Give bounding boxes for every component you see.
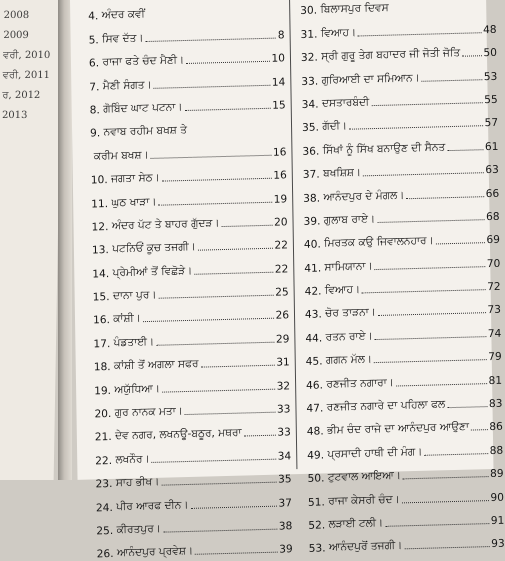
toc-entry-title: ਰਣਜੀਤ ਨਗਾਰਾ। bbox=[326, 376, 394, 390]
toc-entry-title: ਨਵਾਬ ਰਹੀਮ ਬਖਸ਼ ਤੇ bbox=[103, 124, 188, 139]
toc-dot-leader bbox=[162, 388, 275, 392]
toc-entry-page: 86 bbox=[489, 421, 503, 434]
toc-dot-leader bbox=[447, 406, 487, 408]
toc-entry-title: ਪੀਰ ਆਰਫ ਦੀਨ। bbox=[116, 498, 189, 513]
toc-entry-title: ਪੰਡਤਾਈ। bbox=[113, 335, 155, 349]
edge-text-line: ਰ, 2012 bbox=[2, 90, 41, 101]
toc-entry-title: ਪ੍ਰੇਮੀਆਂ ਤੋਂ ਵਿਛੋੜੇ। bbox=[112, 264, 193, 279]
toc-entry-title: ਟੁਟਵਾਲ ਆਇਆ। bbox=[327, 469, 402, 484]
toc-entry-page: 38 bbox=[278, 520, 293, 533]
toc-dot-leader bbox=[402, 500, 489, 503]
toc-entry-number: 50. bbox=[307, 472, 325, 486]
toc-entry-title: ਜਗਤਾ ਸੇਠ। bbox=[110, 171, 160, 186]
toc-dot-leader bbox=[471, 430, 487, 431]
toc-entry-page: 55 bbox=[484, 93, 498, 107]
book-gutter bbox=[58, 0, 72, 480]
toc-dot-leader bbox=[159, 201, 272, 205]
toc-entry-number: 22. bbox=[95, 454, 113, 468]
edge-text-line: ਵਰੀ, 2011 bbox=[2, 70, 51, 81]
toc-entry-number: 19. bbox=[94, 384, 112, 398]
toc-entry-page: 81 bbox=[488, 374, 503, 387]
toc-entry-title: ਸਾਹ ਭੀਖ। bbox=[115, 475, 160, 490]
toc-dot-leader bbox=[447, 149, 483, 151]
toc-entry-page: 88 bbox=[489, 444, 504, 457]
toc-entry-title: ਸ੍ਰੀ ਗੁਰੂ ਤੇਗ ਬਹਾਦਰ ਜੀ ਜੋਤੀ ਜੋਤਿ bbox=[321, 46, 461, 63]
toc-dot-leader bbox=[396, 383, 487, 386]
toc-dot-leader bbox=[186, 61, 269, 64]
toc-dot-leader bbox=[185, 108, 271, 111]
toc-entry-number: 18. bbox=[93, 361, 111, 374]
toc-entry-page: 90 bbox=[490, 491, 505, 504]
toc-entry-number: 32. bbox=[300, 51, 318, 65]
toc-entry-title: ਆਨੰਦਪੁਰ ਦੇ ਮੰਗਲ। bbox=[323, 188, 405, 203]
toc-entry-page: 93 bbox=[491, 538, 505, 551]
toc-entry-title: ਵਿਆਹ। bbox=[320, 26, 357, 40]
toc-entry-number: 20. bbox=[94, 408, 112, 421]
toc-entry-page: 48 bbox=[483, 23, 497, 36]
toc-entry-page: 35 bbox=[278, 473, 292, 486]
toc-dot-leader bbox=[436, 242, 485, 244]
toc-entry-title: ਰਾਜਾ ਫਤੇ ਚੰਦ ਮੈਣੀ। bbox=[102, 54, 185, 69]
toc-entry-number: 10. bbox=[90, 174, 108, 187]
toc-entry-number: 39. bbox=[303, 215, 321, 228]
toc-entry-number: 13. bbox=[91, 244, 109, 257]
toc-entry-title: ਗੱਦੀ। bbox=[322, 120, 348, 133]
toc-entry-title: ਰਾਜਾ ਕੇਸਰੀ ਚੰਦ। bbox=[328, 493, 400, 507]
edge-text-line: 2008 bbox=[3, 10, 30, 21]
toc-entry-page: 89 bbox=[489, 467, 504, 481]
toc-dot-leader bbox=[162, 178, 272, 182]
toc-entry-title: ਸਿਵ ਦੱਤ। bbox=[102, 31, 144, 45]
toc-entry-page: 70 bbox=[486, 257, 501, 270]
toc-dot-leader bbox=[404, 546, 489, 549]
toc-entry-page: 66 bbox=[485, 187, 500, 200]
toc-entry-page: 16 bbox=[272, 146, 287, 159]
toc-entry-number: 49. bbox=[307, 449, 325, 462]
toc-entry-page: 53 bbox=[483, 70, 498, 83]
toc-entry-title: ਦਾਨਾ ਪੁਰ। bbox=[112, 288, 157, 302]
toc-entry-title: ਸਿੱਖਾਂ ਨੂੰ ਸਿੱਖ ਬਨਾਉਣ ਦੀ ਸੈਨਤ bbox=[322, 140, 446, 157]
toc-dot-leader bbox=[154, 84, 270, 88]
toc-entry-page: 32 bbox=[276, 379, 291, 393]
toc-dot-leader bbox=[161, 482, 276, 486]
toc-entry-title: ਕਾਂਸ਼ੀ ਤੋਂ ਅਗਲਾ ਸਫਰ bbox=[113, 357, 199, 373]
edge-text-line: 2013 bbox=[1, 110, 28, 121]
toc-entry-page: 22 bbox=[274, 239, 289, 252]
toc-entry-title: ਘੁਠ ਖਾੜਾ। bbox=[111, 195, 157, 209]
toc-entry-number: 23. bbox=[95, 478, 113, 491]
toc-entry-title: ਆਨੰਦਪੁਰ ਪ੍ਰਵੇਸ਼। bbox=[116, 545, 194, 560]
toc-entry-page: 22 bbox=[274, 263, 289, 276]
previous-page-edge bbox=[0, 0, 62, 480]
toc-entry-page: 33 bbox=[276, 403, 291, 416]
toc-entry-page: 15 bbox=[272, 99, 286, 112]
toc-dot-leader bbox=[163, 529, 277, 533]
toc-entry-number: 46. bbox=[306, 379, 324, 392]
toc-entry-number: 47. bbox=[306, 402, 324, 415]
toc-entry-title: ਗਗਨ ਮੱਲ। bbox=[325, 353, 373, 367]
toc-entry-title: ਗੁਰ ਨਾਨਕ ਮਤਾ। bbox=[114, 405, 183, 419]
toc-entry-number: 40. bbox=[303, 238, 321, 252]
edge-text-line: 2009 bbox=[3, 30, 29, 41]
toc-entry-number: 17. bbox=[93, 337, 111, 351]
toc-entry-title: ਭੀਮ ਚੰਦ ਰਾਜੇ ਦਾ ਆਨੰਦਪੁਰ ਆਉਣਾ bbox=[326, 421, 470, 437]
toc-entry-number: 24. bbox=[95, 501, 113, 514]
toc-dot-leader bbox=[377, 219, 484, 223]
toc-entry-title: ਕਾਂਸ਼ੀ। bbox=[113, 312, 141, 326]
toc-entry-page: 61 bbox=[484, 140, 499, 153]
toc-entry-page: 14 bbox=[271, 75, 286, 89]
toc-entry-title: ਕਰੀਮ ਬਖਸ਼। bbox=[93, 148, 149, 163]
toc-entry-number: 21. bbox=[94, 431, 112, 444]
toc-dot-leader bbox=[424, 453, 487, 456]
toc-entry-title: ਪ੍ਰਸਾਦੀ ਹਾਥੀ ਦੀ ਮੰਗ। bbox=[327, 445, 423, 461]
toc-entry-number: 33. bbox=[301, 75, 319, 88]
edge-text-line: ਵਰੀ, 2010 bbox=[2, 50, 51, 61]
toc-entry-title: ਰਤਨ ਰਾਏ। bbox=[325, 329, 373, 344]
toc-entry-number: 37. bbox=[302, 168, 320, 182]
toc-entry-number: 48. bbox=[306, 425, 324, 439]
toc-entry-number: 12. bbox=[91, 220, 109, 234]
toc-entry-page: 72 bbox=[487, 280, 501, 294]
table-of-contents-page bbox=[70, 0, 505, 561]
toc-entry-page: 16 bbox=[273, 169, 287, 182]
toc-entry-title: ਅੰਦਰ ਕਵੀਂ bbox=[101, 8, 145, 22]
toc-entry-number: 16. bbox=[92, 314, 110, 327]
toc-entry-number: 51. bbox=[307, 495, 325, 509]
toc-entry-page: 34 bbox=[277, 450, 292, 463]
toc-entry-page: 8 bbox=[277, 29, 285, 42]
toc-entry-number: 5. bbox=[88, 34, 99, 47]
toc-dot-leader bbox=[374, 359, 486, 363]
toc-dot-leader bbox=[406, 196, 483, 199]
toc-entry-title: ਗੋਬਿੰਦ ਘਾਟ ਪਟਨਾ। bbox=[103, 101, 183, 116]
toc-dot-leader bbox=[403, 476, 488, 479]
toc-entry-number: 38. bbox=[303, 191, 321, 205]
toc-dot-leader bbox=[222, 225, 273, 227]
toc-entry-title: ਪਟਨਿਓਂ ਕੂਚ ਤਜਗੀ। bbox=[112, 241, 196, 256]
toc-dot-leader bbox=[191, 505, 277, 508]
toc-entry-title: ਗੁਲਾਬ ਰਾਏ। bbox=[323, 212, 376, 227]
toc-entry-title: ਗੁਰਿਆਈ ਦਾ ਸਮਿਆਨ। bbox=[321, 71, 420, 86]
toc-dot-leader bbox=[422, 79, 482, 82]
toc-entry-page: 79 bbox=[488, 350, 502, 364]
toc-entry-page: 33 bbox=[277, 426, 291, 440]
toc-entry-number: 42. bbox=[304, 285, 322, 298]
toc-dot-leader bbox=[201, 365, 275, 368]
toc-entry-number: 35. bbox=[301, 121, 320, 135]
toc-entry-number: 36. bbox=[302, 145, 320, 158]
toc-entry-number: 30. bbox=[300, 4, 318, 18]
toc-entry-title: ਕੀਰਤਪੁਰ। bbox=[116, 522, 161, 536]
toc-dot-leader bbox=[375, 266, 485, 270]
toc-entry-title: ਮੈਣੀ ਸੰਗਤ। bbox=[102, 78, 152, 92]
toc-entry-title: ਰਣਜੀਤ ਨਗਾਰੇ ਦਾ ਪਹਿਲਾ ਫਲ bbox=[326, 398, 446, 414]
toc-entry-page: 57 bbox=[484, 117, 499, 130]
toc-entry-number: 31. bbox=[300, 28, 318, 41]
toc-entry-title: ਲਖਨੌਰ। bbox=[115, 452, 150, 466]
toc-entry-page: 37 bbox=[278, 496, 293, 510]
toc-entry-page: 29 bbox=[275, 333, 290, 346]
toc-dot-leader bbox=[185, 412, 275, 415]
toc-entry-number: 9. bbox=[90, 127, 101, 140]
toc-entry-page: 31 bbox=[276, 356, 290, 369]
toc-entry-page: 19 bbox=[273, 192, 288, 206]
toc-dot-leader bbox=[371, 102, 482, 106]
toc-entry-page: 25 bbox=[275, 286, 289, 299]
toc-entry-number: 6. bbox=[88, 57, 100, 70]
toc-entry-title: ਮਿਰਤਕ ਕਉ ਜਿਵਾਲਨਹਾਰ। bbox=[324, 234, 434, 250]
toc-entry-page: 74 bbox=[487, 327, 502, 340]
toc-entry-title: ਵਿਆਹ। bbox=[324, 283, 361, 297]
toc-dot-leader bbox=[385, 523, 489, 527]
toc-entry-title: ਬਖਸ਼ਿਸ਼। bbox=[322, 166, 362, 180]
toc-entry-page: 63 bbox=[485, 163, 499, 177]
toc-right-column bbox=[300, 0, 505, 555]
toc-entry-page: 10 bbox=[271, 52, 286, 65]
toc-entry-number: 34. bbox=[301, 98, 319, 111]
toc-entry-page: 26 bbox=[275, 309, 290, 323]
toc-dot-leader bbox=[375, 336, 486, 340]
toc-entry-number: 41. bbox=[304, 262, 322, 275]
toc-entry-number: 15. bbox=[92, 291, 110, 304]
toc-left-column bbox=[88, 0, 293, 561]
toc-entry-number: 8. bbox=[89, 104, 100, 117]
toc-entry-page: 39 bbox=[279, 543, 293, 556]
toc-entry-page: 73 bbox=[487, 304, 502, 317]
toc-entry-page: 20 bbox=[273, 216, 288, 229]
toc-entry-number: 53. bbox=[308, 542, 326, 556]
toc-entry-page: 50 bbox=[483, 47, 498, 60]
toc-entry-title: ਅੰਦਰ ਪੱਟ ਤੇ ਬਾਹਰ ਗੁੱਦੜ। bbox=[111, 217, 220, 232]
toc-entry-title: ਆਨੰਦਪੁਰੋਂ ਤਜਗੀ। bbox=[328, 539, 403, 554]
toc-entry-page: 91 bbox=[490, 514, 505, 528]
toc-entry-number: 14. bbox=[92, 267, 110, 281]
toc-entry-number: 26. bbox=[96, 548, 114, 561]
toc-entry-number: 43. bbox=[304, 308, 322, 322]
toc-entry-number: 45. bbox=[305, 355, 323, 369]
toc-entry-number: 11. bbox=[91, 197, 109, 210]
toc-entry-title: ਸਾਮਿਯਾਨਾ। bbox=[324, 259, 373, 274]
toc-dot-leader bbox=[244, 435, 276, 437]
toc-dot-leader bbox=[462, 55, 481, 57]
toc-entry-title: ਲੜਾਈ ਟਲੀ। bbox=[328, 516, 384, 531]
toc-dot-leader bbox=[198, 248, 273, 251]
toc-entry-number: 7. bbox=[89, 80, 100, 94]
toc-entry-number: 52. bbox=[308, 519, 326, 532]
toc-entry-title: ਦਸਤਾਰਬੰਦੀ bbox=[321, 96, 370, 110]
toc-dot-leader bbox=[159, 295, 274, 299]
toc-dot-leader bbox=[378, 313, 486, 317]
toc-entry-title: ਚੋਰ ਤਾੜਨਾ। bbox=[325, 306, 376, 320]
toc-entry-number: 25. bbox=[96, 524, 114, 538]
toc-entry-number: 44. bbox=[305, 332, 323, 345]
toc-entry-page: 68 bbox=[485, 210, 500, 224]
toc-dot-leader bbox=[195, 552, 277, 555]
toc-entry-page: 83 bbox=[488, 397, 503, 411]
toc-entry-title: ਬਿਲਾਸਪੁਰ ਦਿਵਸ bbox=[320, 2, 389, 16]
toc-entry-title: ਦੇਵ ਨਗਰ, ਲਖਨਊ-ਬਠੂਰ, ਮਥਰਾ bbox=[115, 426, 242, 443]
toc-dot-leader bbox=[194, 271, 273, 274]
toc-entry-number: 4. bbox=[88, 10, 99, 23]
toc-entry-page: 69 bbox=[486, 234, 500, 247]
toc-entry-title: ਅਯੁੱਧਿਆ। bbox=[114, 382, 161, 396]
